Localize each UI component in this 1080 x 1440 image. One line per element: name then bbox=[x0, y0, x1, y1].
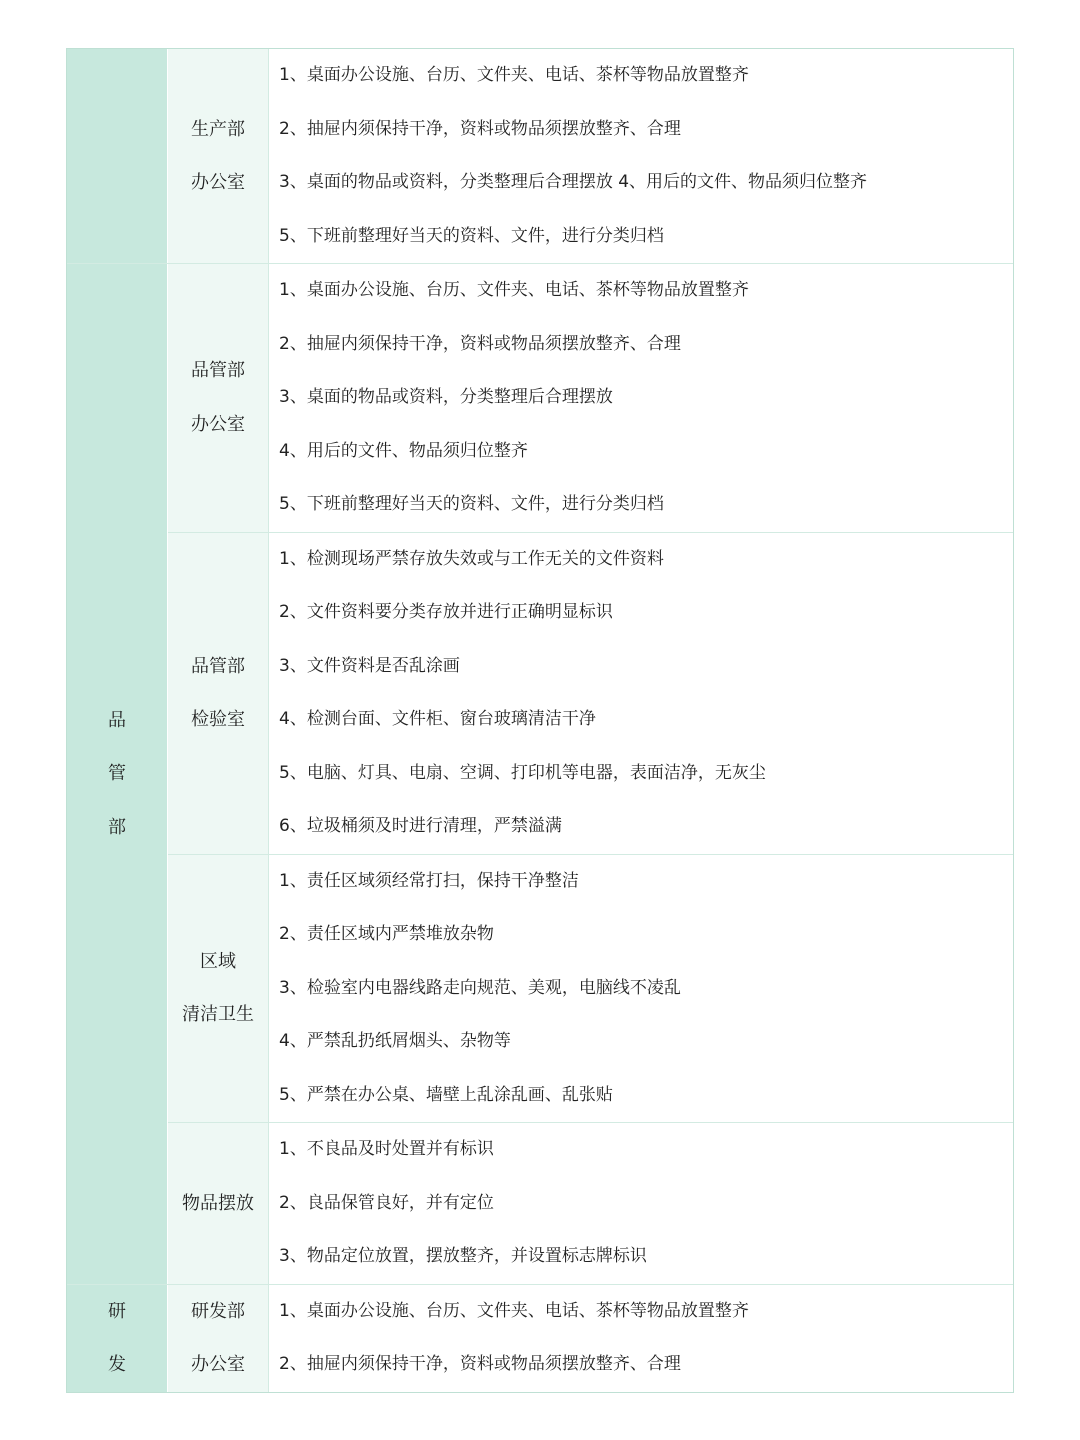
requirement-item: 2、文件资料要分类存放并进行正确明显标识 bbox=[279, 602, 613, 622]
department-cell bbox=[67, 264, 168, 1284]
department-name-char: 部 bbox=[108, 816, 126, 838]
area-name-cell bbox=[168, 1123, 269, 1284]
area-list bbox=[168, 1285, 1013, 1392]
area-name-line: 生产部 bbox=[191, 118, 245, 140]
requirement-item: 3、检验室内电器线路走向规范、美观，电脑线不凌乱 bbox=[279, 977, 681, 998]
department-row bbox=[67, 1285, 1013, 1392]
area-name-cell bbox=[168, 1285, 269, 1392]
requirement-item: 4、严禁乱扔纸屑烟头、杂物等 bbox=[279, 1031, 511, 1051]
requirement-list bbox=[269, 533, 1013, 854]
checklist-table bbox=[66, 48, 1014, 1393]
requirement-item: 2、良品保管良好，并有定位 bbox=[279, 1192, 494, 1213]
requirement-item: 5、电脑、灯具、电扇、空调、打印机等电器，表面洁净，无灰尘 bbox=[279, 762, 766, 783]
area-name-line: 办公室 bbox=[191, 413, 245, 435]
area-row bbox=[168, 855, 1013, 1124]
area-row bbox=[168, 49, 1013, 263]
requirement-item: 1、检测现场严禁存放失效或与工作无关的文件资料 bbox=[279, 548, 664, 569]
area-row bbox=[168, 533, 1013, 855]
area-list bbox=[168, 49, 1013, 263]
requirement-list bbox=[269, 264, 1013, 532]
department-cell bbox=[67, 49, 168, 263]
requirement-item: 2、抽屉内须保持干净，资料或物品须摆放整齐、合理 bbox=[279, 333, 681, 354]
area-row bbox=[168, 1285, 1013, 1392]
area-name-line: 区域 bbox=[200, 950, 236, 972]
area-name-cell bbox=[168, 264, 269, 532]
requirement-item: 1、桌面办公设施、台历、文件夹、电话、茶杯等物品放置整齐 bbox=[279, 65, 749, 85]
area-name-line: 清洁卫生 bbox=[182, 1004, 254, 1026]
department-name-char: 品 bbox=[108, 709, 126, 731]
area-name-cell bbox=[168, 49, 269, 263]
area-row bbox=[168, 264, 1013, 533]
requirement-item: 5、下班前整理好当天的资料、文件，进行分类归档 bbox=[279, 225, 664, 246]
requirement-item: 2、抽屉内须保持干净，资料或物品须摆放整齐、合理 bbox=[279, 118, 681, 139]
requirement-item: 3、桌面的物品或资料，分类整理后合理摆放 bbox=[279, 387, 613, 407]
requirement-list bbox=[269, 855, 1013, 1123]
requirement-item: 5、下班前整理好当天的资料、文件，进行分类归档 bbox=[279, 494, 664, 514]
requirement-item: 2、抽屉内须保持干净，资料或物品须摆放整齐、合理 bbox=[279, 1354, 681, 1374]
area-name-cell bbox=[168, 533, 269, 854]
area-name-line: 检验室 bbox=[191, 709, 245, 730]
area-name-line: 物品摆放 bbox=[182, 1192, 254, 1214]
requirement-list bbox=[269, 1123, 1013, 1284]
department-name-char: 研 bbox=[108, 1300, 126, 1322]
requirement-list bbox=[269, 49, 1013, 263]
area-name-line: 研发部 bbox=[191, 1300, 245, 1322]
requirement-item: 4、用后的文件、物品须归位整齐 bbox=[279, 440, 528, 461]
requirement-item: 3、文件资料是否乱涂画 bbox=[279, 655, 460, 676]
requirement-item: 1、责任区域须经常打扫，保持干净整洁 bbox=[279, 870, 579, 891]
requirement-item: 1、桌面办公设施、台历、文件夹、电话、茶杯等物品放置整齐 bbox=[279, 1300, 749, 1321]
area-row bbox=[168, 1123, 1013, 1284]
department-name-char: 管 bbox=[108, 763, 126, 784]
area-name-line: 品管部 bbox=[191, 655, 245, 677]
requirement-item: 1、桌面办公设施、台历、文件夹、电话、茶杯等物品放置整齐 bbox=[279, 280, 749, 300]
department-row bbox=[67, 264, 1013, 1285]
department-cell bbox=[67, 1285, 168, 1392]
area-name-cell bbox=[168, 855, 269, 1123]
requirement-list bbox=[269, 1285, 1013, 1392]
requirement-item: 6、垃圾桶须及时进行清理，严禁溢满 bbox=[279, 816, 562, 836]
requirement-item: 3、桌面的物品或资料，分类整理后合理摆放 4、用后的文件、物品须归位整齐 bbox=[279, 172, 868, 192]
area-name-line: 办公室 bbox=[191, 172, 245, 193]
requirement-item: 5、严禁在办公桌、墙壁上乱涂乱画、乱张贴 bbox=[279, 1084, 613, 1105]
requirement-item: 3、物品定位放置，摆放整齐，并设置标志牌标识 bbox=[279, 1246, 647, 1266]
requirement-item: 2、责任区域内严禁堆放杂物 bbox=[279, 924, 494, 944]
area-list bbox=[168, 264, 1013, 1284]
area-name-line: 品管部 bbox=[191, 360, 245, 382]
requirement-item: 4、检测台面、文件柜、窗台玻璃清洁干净 bbox=[279, 709, 596, 729]
requirement-item: 1、不良品及时处置并有标识 bbox=[279, 1139, 494, 1159]
department-row bbox=[67, 49, 1013, 264]
department-name-char: 发 bbox=[108, 1354, 126, 1375]
area-name-line: 办公室 bbox=[191, 1354, 245, 1375]
